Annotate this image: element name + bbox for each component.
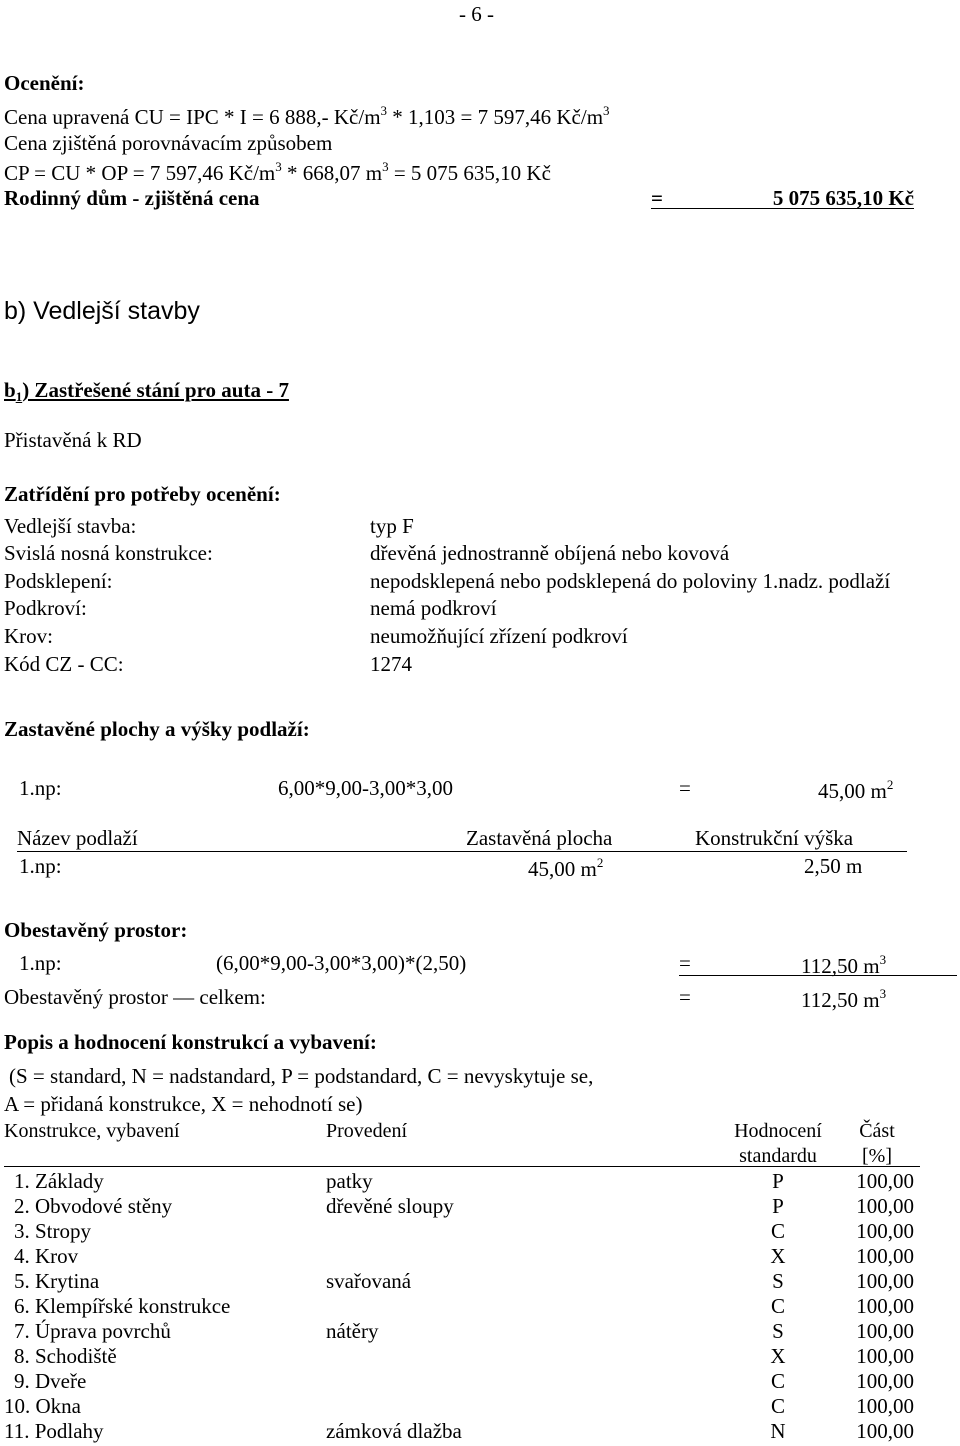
row-execution: patky bbox=[326, 1169, 373, 1193]
table-header-share: Část bbox=[859, 1120, 895, 1142]
row-share: 100,00 bbox=[856, 1294, 914, 1318]
classification-label: Kód CZ - CC: bbox=[4, 652, 124, 676]
row-execution: zámková dlažba bbox=[326, 1419, 462, 1443]
row-rating: X bbox=[770, 1244, 786, 1268]
row-rating: N bbox=[770, 1419, 786, 1443]
classification-label: Podkroví: bbox=[4, 596, 87, 620]
floor-table-header-name: Název podlaží bbox=[17, 826, 138, 850]
area-floor: 1.np: bbox=[19, 776, 62, 800]
classification-label: Svislá nosná konstrukce: bbox=[4, 541, 213, 565]
area-equals: = bbox=[679, 776, 691, 800]
valuation-line-comparison: Cena zjištěná porovnávacím způsobem bbox=[4, 131, 333, 155]
classification-value: nemá podkroví bbox=[370, 596, 497, 620]
volume-underline bbox=[679, 975, 957, 976]
row-rating: C bbox=[770, 1219, 785, 1243]
classification-heading: Zatřídění pro potřeby ocenění: bbox=[4, 482, 281, 506]
volume-total-label: Obestavěný prostor — celkem: bbox=[4, 985, 266, 1009]
volume-value: 112,50 $m^3$ bbox=[801, 952, 887, 978]
row-execution: dřevěné sloupy bbox=[326, 1194, 454, 1218]
row-construction: 7. Úprava povrchů bbox=[14, 1319, 171, 1343]
row-share: 100,00 bbox=[856, 1319, 914, 1343]
row-rating: P bbox=[772, 1194, 784, 1218]
row-rating: S bbox=[772, 1269, 784, 1293]
result-label: Rodinný dům - zjištěná cena bbox=[4, 186, 260, 210]
volume-equals: = bbox=[679, 951, 691, 975]
row-share: 100,00 bbox=[856, 1344, 914, 1368]
floor-table-floor: 1.np: bbox=[19, 854, 62, 878]
classification-label: Podsklepení: bbox=[4, 569, 113, 593]
result-value: 5 075 635,10 Kč bbox=[772, 186, 914, 210]
classification-value: 1274 bbox=[370, 652, 412, 676]
row-execution: nátěry bbox=[326, 1319, 379, 1343]
row-construction: 1. Základy bbox=[14, 1169, 104, 1193]
row-rating: S bbox=[772, 1319, 784, 1343]
table-header-rating: Hodnocení bbox=[734, 1120, 822, 1142]
description-heading: Popis a hodnocení konstrukcí a vybavení: bbox=[4, 1030, 377, 1054]
section-title: b) Vedlejší stavby bbox=[4, 297, 200, 325]
row-share: 100,00 bbox=[856, 1219, 914, 1243]
row-construction: 6. Klempířské konstrukce bbox=[14, 1294, 231, 1318]
row-share: 100,00 bbox=[856, 1244, 914, 1268]
table-header-execution: Provedení bbox=[326, 1120, 408, 1142]
classification-value: neumožňující zřízení podkroví bbox=[370, 624, 628, 648]
row-construction: 10. Okna bbox=[4, 1394, 81, 1418]
b1-title: $b_1$) Zastřešené stání pro auta - 7 bbox=[4, 378, 289, 404]
row-construction: 11. Podlahy bbox=[4, 1419, 104, 1443]
row-construction: 2. Obvodové stěny bbox=[14, 1194, 173, 1218]
volume-floor: 1.np: bbox=[19, 951, 62, 975]
result-equals: = bbox=[651, 186, 663, 210]
row-rating: C bbox=[770, 1294, 785, 1318]
row-construction: 8. Schodiště bbox=[14, 1344, 117, 1368]
row-share: 100,00 bbox=[856, 1194, 914, 1218]
page-number: - 6 - bbox=[459, 2, 494, 26]
floor-table-header-height: Konstrukční výška bbox=[695, 826, 854, 850]
classification-value: dřevěná jednostranně obíjená nebo kovová bbox=[370, 541, 730, 565]
row-share: 100,00 bbox=[856, 1394, 914, 1418]
legend-line-2: A = přidaná konstrukce, X = nehodnotí se) bbox=[4, 1092, 363, 1116]
volume-heading: Obestavěný prostor: bbox=[4, 918, 188, 942]
legend-line-1: (S = standard, N = nadstandard, P = podstandard, C = nevyskytuje se, bbox=[9, 1064, 594, 1088]
row-construction: 9. Dveře bbox=[14, 1369, 87, 1393]
floor-table-area: 45,00 $m^2$ bbox=[528, 855, 604, 881]
row-execution: svařovaná bbox=[326, 1269, 412, 1293]
valuation-heading: Ocenění: bbox=[4, 71, 85, 95]
result-underline bbox=[651, 208, 914, 209]
volume-total-value: 112,50 $m^3$ bbox=[801, 986, 887, 1012]
row-construction: 3. Stropy bbox=[14, 1219, 92, 1243]
table-header-share-2: [%] bbox=[862, 1145, 892, 1167]
table-header-construction: Konstrukce, vybavení bbox=[4, 1120, 180, 1142]
attached-note: Přistavěná k RD bbox=[4, 428, 142, 452]
valuation-line-adjusted-price: Cena upravená CU = IPC * I = 6 888,- $Kč/m^3 * 1,103 = 7$ 597,46 $Kč/m^3$ bbox=[4, 103, 610, 129]
table-header-rating-2: standardu bbox=[739, 1145, 817, 1167]
row-rating: C bbox=[770, 1394, 785, 1418]
row-construction: 4. Krov bbox=[14, 1244, 79, 1268]
area-value: 45,00 $m^2$ bbox=[818, 777, 894, 803]
row-share: 100,00 bbox=[856, 1369, 914, 1393]
row-rating: P bbox=[772, 1169, 784, 1193]
row-share: 100,00 bbox=[856, 1419, 914, 1443]
volume-total-equals: = bbox=[679, 985, 691, 1009]
table-header-rule bbox=[4, 1166, 920, 1167]
volume-formula: (6,00*9,00-3,00*3,00)*(2,50) bbox=[216, 951, 467, 975]
floor-table-header-area: Zastavěná plocha bbox=[466, 826, 613, 850]
classification-value: typ F bbox=[370, 514, 414, 538]
row-construction: 5. Krytina bbox=[14, 1269, 100, 1293]
areas-heading: Zastavěné plochy a výšky podlaží: bbox=[4, 717, 310, 741]
valuation-line-computed-price: CP = CU * OP = 7 597,46 $Kč/m^3 * 668,07$ $m^3 = 5$ 075 635,10 Kč bbox=[4, 159, 551, 185]
row-rating: C bbox=[770, 1369, 785, 1393]
area-formula: 6,00*9,00-3,00*3,00 bbox=[278, 776, 453, 800]
classification-label: Vedlejší stavba: bbox=[4, 514, 137, 538]
floor-table-header-rule bbox=[17, 851, 907, 852]
floor-table-height: 2,50 m bbox=[804, 854, 863, 878]
row-share: 100,00 bbox=[856, 1269, 914, 1293]
classification-label: Krov: bbox=[4, 624, 53, 648]
row-rating: X bbox=[770, 1344, 786, 1368]
classification-value: nepodsklepená nebo podsklepená do poloviny 1.nadz. podlaží bbox=[370, 569, 891, 593]
row-share: 100,00 bbox=[856, 1169, 914, 1193]
